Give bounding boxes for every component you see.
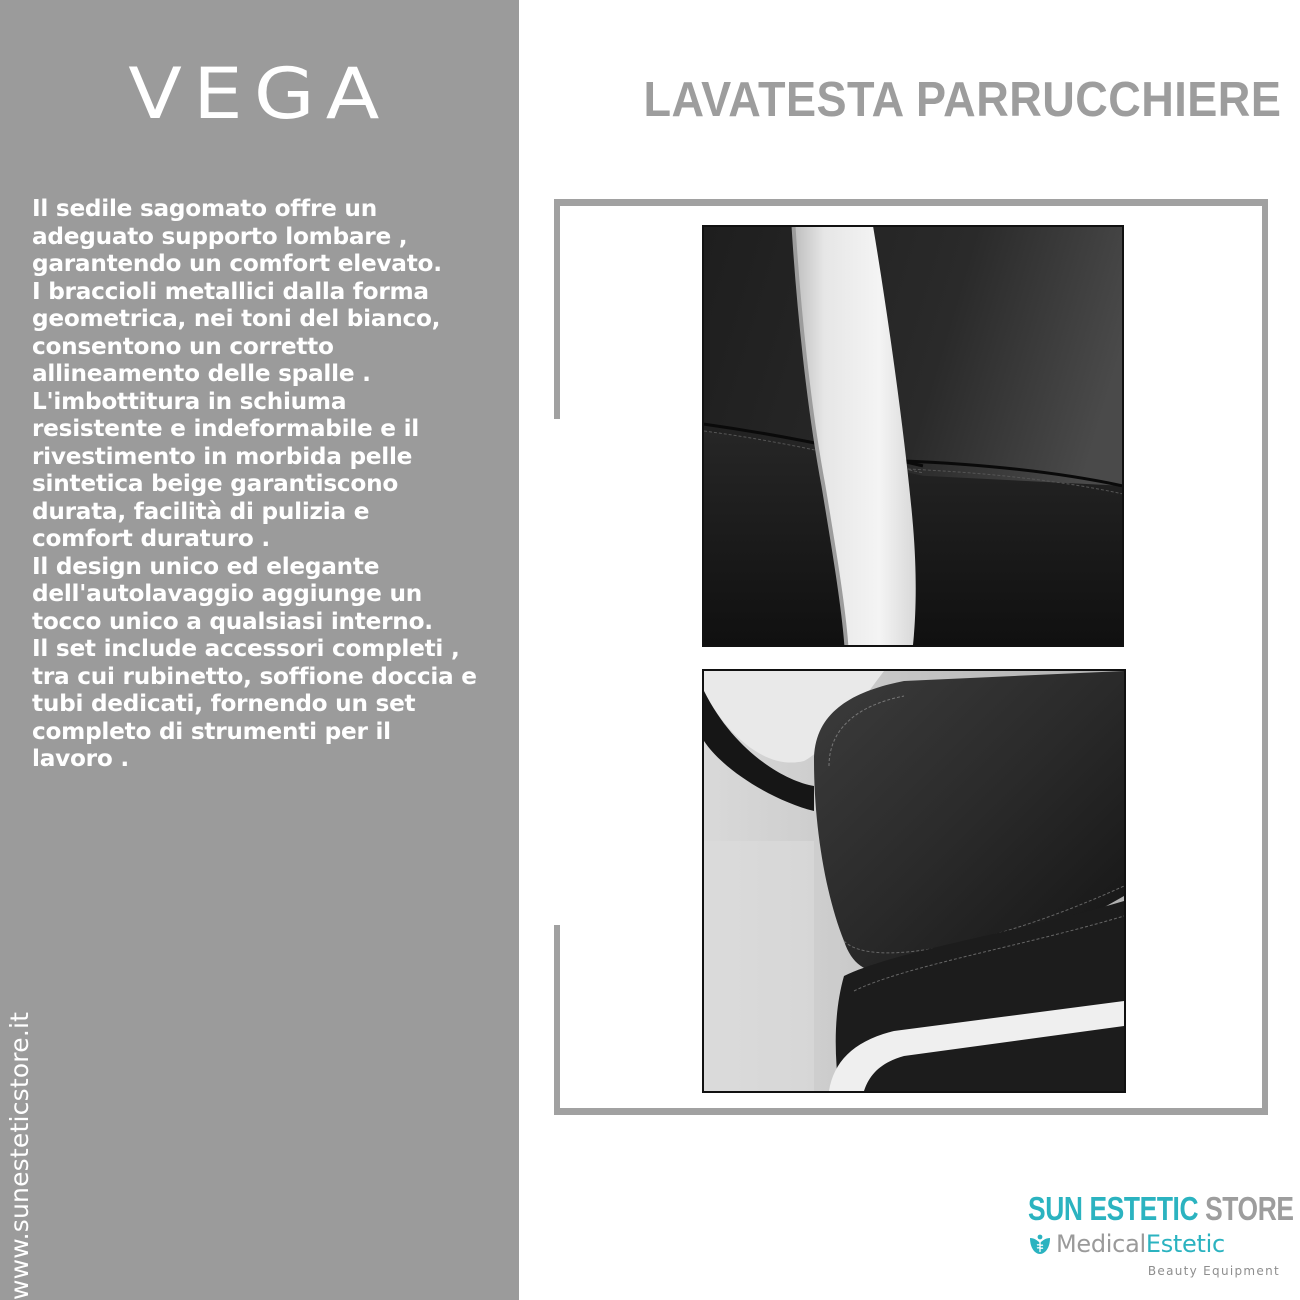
logo-tagline: Beauty Equipment: [1147, 1264, 1280, 1278]
description-line: dell'autolavaggio aggiunge un: [32, 580, 422, 607]
page-title: LAVATESTA PARRUCCHIERE: [643, 73, 1282, 127]
logo-medical-estetic: [1028, 1230, 1225, 1258]
description-line: allineamento delle spalle .: [32, 360, 371, 387]
logo-wordmark: [1028, 1190, 1294, 1228]
frame-border-bottom: [554, 1108, 1268, 1115]
description-line: lavoro .: [32, 745, 129, 772]
frame-border-left-lower: [554, 925, 560, 1115]
caduceus-icon: [1028, 1232, 1052, 1256]
brand-title: VEGA: [128, 53, 391, 135]
description-line: garantendo un comfort elevato.: [32, 250, 442, 277]
product-description: [32, 195, 516, 773]
logo-sun-estetic: SUN ESTETIC: [1028, 1190, 1199, 1227]
description-line: tubi dedicati, fornendo un set: [32, 690, 416, 717]
description-line: Il sedile sagomato offre un: [32, 195, 377, 222]
logo-estetic: Estetic: [1145, 1230, 1225, 1258]
frame-border-right: [1262, 199, 1268, 1115]
description-line: geometrica, nei toni del bianco,: [32, 305, 441, 332]
headrest-photo-graphic: [704, 671, 1124, 1091]
description-line: consentono un corretto: [32, 332, 334, 360]
description-line: durata, facilità di pulizia e: [32, 497, 370, 525]
headrest-detail-photo: [702, 669, 1126, 1093]
description-line: tra cui rubinetto, soffione doccia e: [32, 662, 477, 690]
description-line: comfort duraturo .: [32, 525, 270, 552]
description-line: resistente e indeformabile e il: [32, 415, 419, 442]
website-url[interactable]: www.sunesteticstore.it: [5, 1011, 34, 1300]
frame-border-top: [554, 199, 1268, 206]
logo-store: STORE: [1205, 1190, 1294, 1227]
description-line: Il design unico ed elegante: [32, 552, 380, 580]
description-line: I braccioli metallici dalla forma: [32, 277, 429, 305]
company-logo[interactable]: [1028, 1190, 1294, 1285]
description-line: adeguato supporto lombare ,: [32, 222, 408, 250]
description-line: tocco unico a qualsiasi interno.: [32, 607, 433, 635]
frame-border-left-upper: [554, 199, 560, 419]
description-line: sintetica beige garantiscono: [32, 470, 399, 497]
logo-medical: Medical: [1056, 1230, 1146, 1258]
description-line: rivestimento in morbida pelle: [32, 442, 413, 470]
armrest-detail-photo: [702, 225, 1124, 647]
armrest-photo-graphic: [704, 227, 1122, 645]
description-line: L'imbottitura in schiuma: [32, 387, 347, 415]
description-line: Il set include accessori completi ,: [32, 635, 460, 662]
side-panel: [0, 0, 519, 1300]
description-line: completo di strumenti per il: [32, 717, 391, 745]
